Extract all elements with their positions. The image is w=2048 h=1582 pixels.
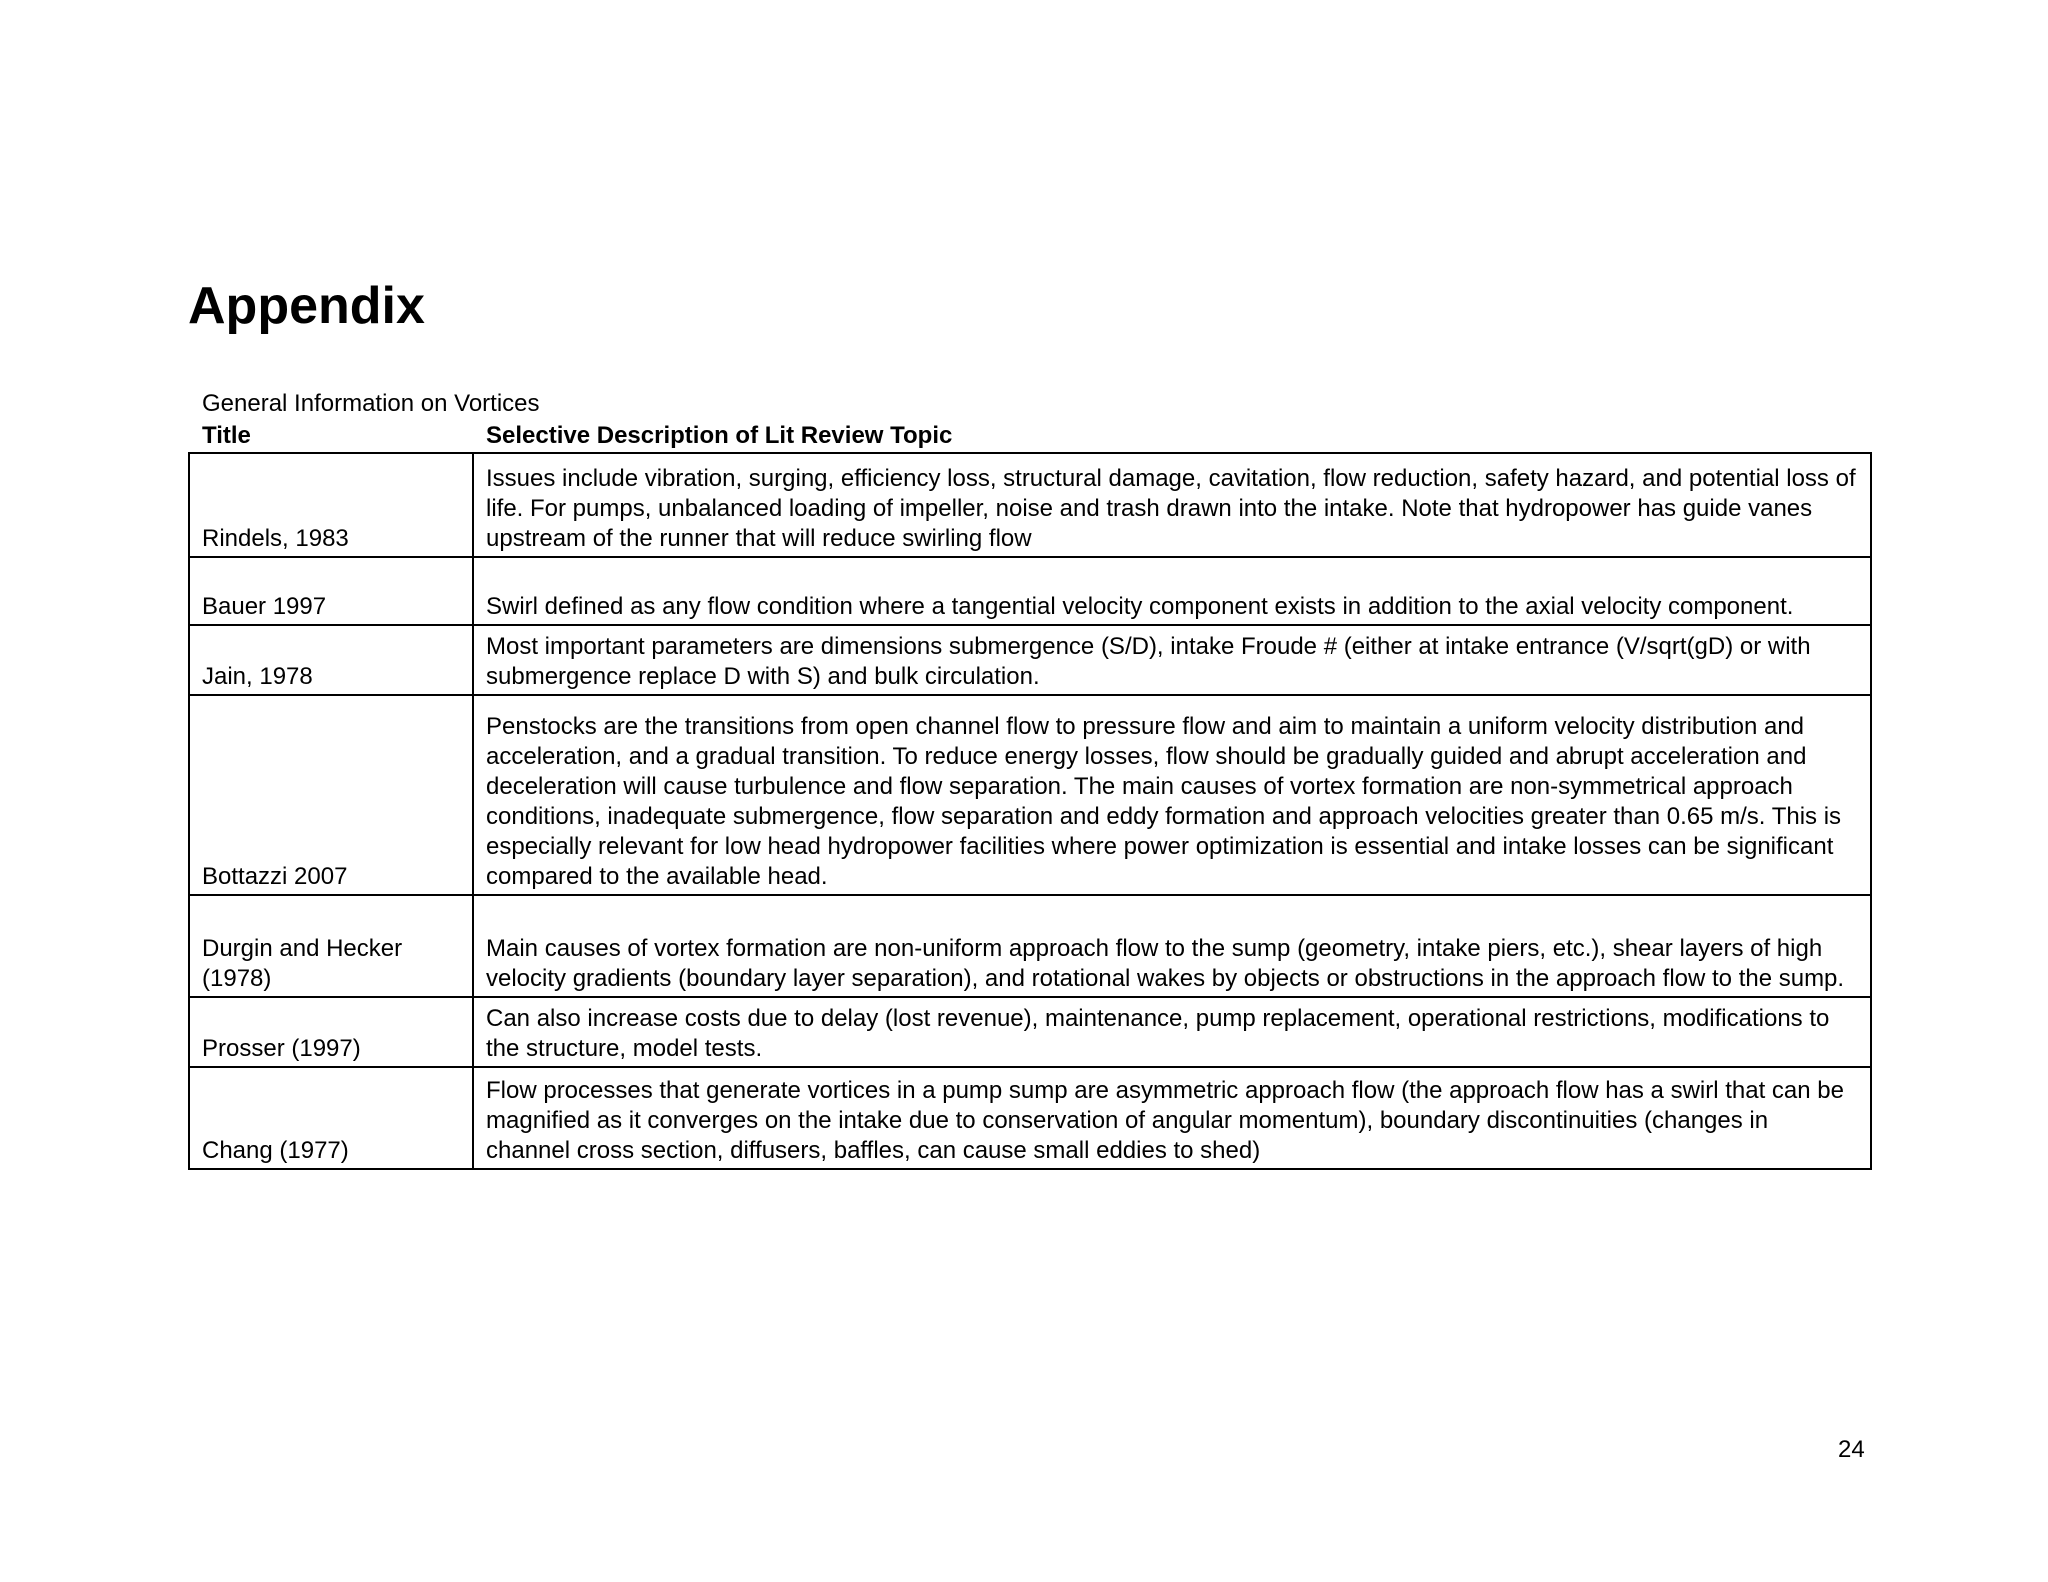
row-description: Swirl defined as any flow condition where a tangential velocity component exists in addition to the axial velocity component. xyxy=(473,557,1871,625)
row-author: Bottazzi 2007 xyxy=(189,695,473,895)
literature-review-table xyxy=(188,452,1872,1170)
page-number: 24 xyxy=(1838,1436,1865,1463)
table-caption: General Information on Vortices xyxy=(202,390,540,417)
row-author: Chang (1977) xyxy=(189,1067,473,1169)
column-header-description: Selective Description of Lit Review Topic xyxy=(486,422,953,449)
row-author: Bauer 1997 xyxy=(189,557,473,625)
row-description: Flow processes that generate vortices in a pump sump are asymmetric approach flow (the approach flow has a swirl that can be magnified as it converges on the intake due to conservation of angular momentum), boundary discontinuities (changes in channel cross section, diffusers, baffles, can cause small eddies to shed) xyxy=(473,1067,1871,1169)
row-description: Most important parameters are dimensions submergence (S/D), intake Froude # (either at intake entrance (V/sqrt(gD) or with submergence replace D with S) and bulk circulation. xyxy=(473,625,1871,695)
row-author: Durgin and Hecker (1978) xyxy=(189,895,473,997)
table-row xyxy=(189,453,1871,557)
row-author: Rindels, 1983 xyxy=(189,453,473,557)
column-header-title: Title xyxy=(202,422,251,449)
row-description: Penstocks are the transitions from open channel flow to pressure flow and aim to maintain a uniform velocity distribution and acceleration, and a gradual transition. To reduce energy losses, flow should be gradually guided and abrupt acceleration and deceleration will cause turbulence and flow separation. The main causes of vortex formation are non-symmetrical approach conditions, inadequate submergence, flow separation and eddy formation and approach velocities greater than 0.65 m/s. This is especially relevant for low head hydropower facilities where power optimization is essential and intake losses can be significant compared to the available head. xyxy=(473,695,1871,895)
page-heading: Appendix xyxy=(188,277,425,335)
table-row xyxy=(189,625,1871,695)
table-row xyxy=(189,1067,1871,1169)
table-row xyxy=(189,695,1871,895)
row-description: Issues include vibration, surging, efficiency loss, structural damage, cavitation, flow reduction, safety hazard, and potential loss of life. For pumps, unbalanced loading of impeller, noise and trash drawn into the intake. Note that hydropower has guide vanes upstream of the runner that will reduce swirling flow xyxy=(473,453,1871,557)
row-author: Prosser (1997) xyxy=(189,997,473,1067)
row-description: Main causes of vortex formation are non-uniform approach flow to the sump (geometry, intake piers, etc.), shear layers of high velocity gradients (boundary layer separation), and rotational wakes by objects or obstructions in the approach flow to the sump. xyxy=(473,895,1871,997)
table-row xyxy=(189,895,1871,997)
table-row xyxy=(189,997,1871,1067)
row-description: Can also increase costs due to delay (lost revenue), maintenance, pump replacement, operational restrictions, modifications to the structure, model tests. xyxy=(473,997,1871,1067)
table-row xyxy=(189,557,1871,625)
row-author: Jain, 1978 xyxy=(189,625,473,695)
